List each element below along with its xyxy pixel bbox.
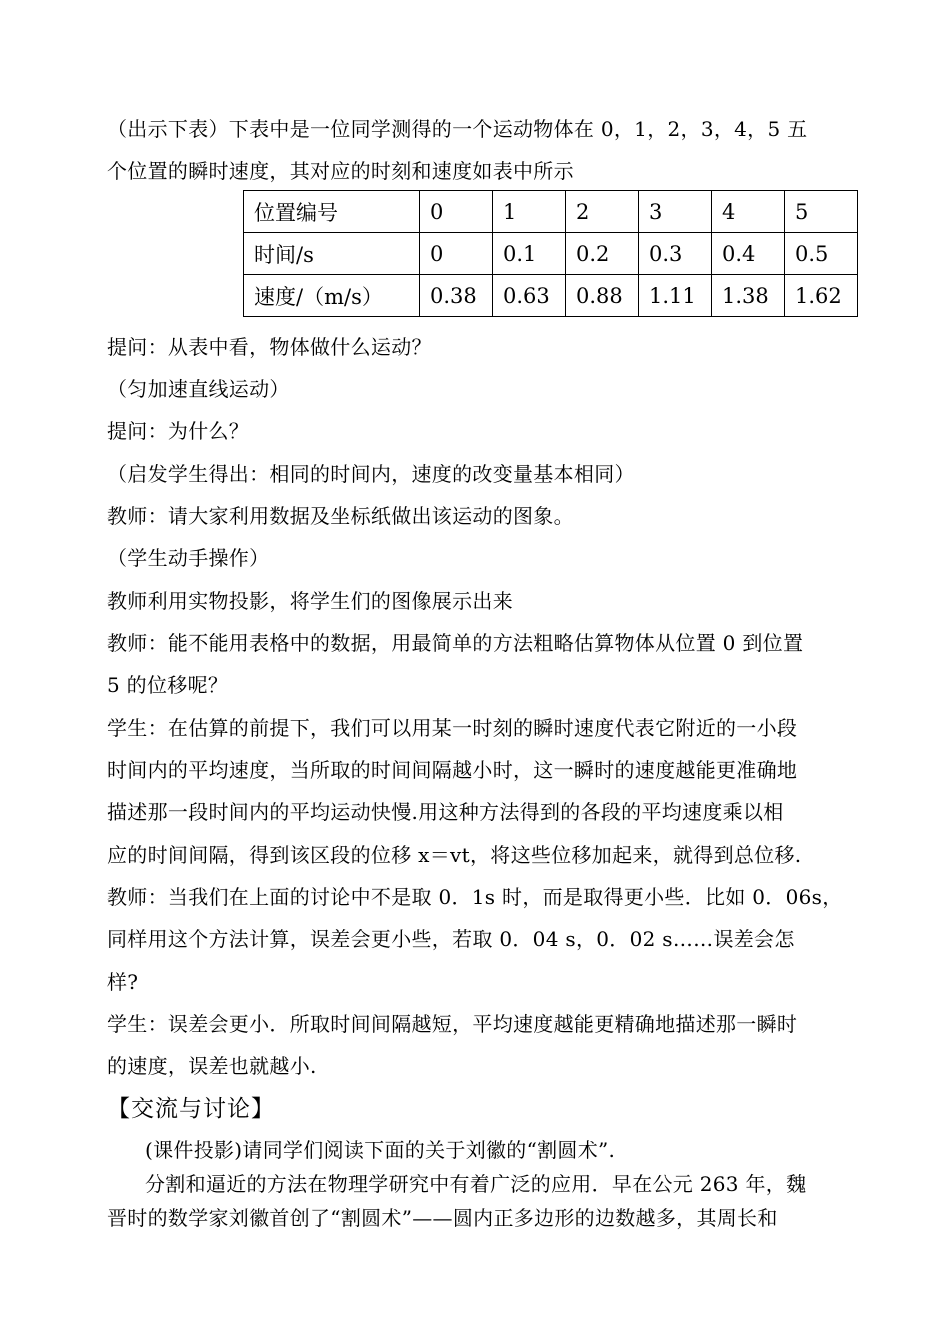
intro-line-1: （出示下表）下表中是一位同学测得的一个运动物体在 0，1，2，3，4，5 五 bbox=[107, 117, 808, 141]
row-label: 时间/s bbox=[244, 233, 420, 275]
section-heading: 【交流与讨论】 bbox=[107, 1096, 275, 1122]
body-line: 学生：在估算的前提下，我们可以用某一时刻的瞬时速度代表它附近的一小段 bbox=[107, 716, 798, 740]
row-label: 位置编号 bbox=[244, 191, 420, 233]
table-cell: 4 bbox=[712, 191, 785, 233]
body-line: 应的时间间隔，得到该区段的位移 x＝vt，将这些位移加起来，就得到总位移. bbox=[107, 843, 802, 867]
body-line: 时间内的平均速度，当所取的时间间隔越小时，这一瞬时的速度越能更准确地 bbox=[107, 758, 798, 782]
intro-line-2: 个位置的瞬时速度，其对应的时刻和速度如表中所示 bbox=[107, 159, 574, 183]
body-line: 教师：请大家利用数据及坐标纸做出该运动的图象。 bbox=[107, 504, 574, 528]
table-cell: 1.62 bbox=[785, 275, 858, 317]
body-line: 样? bbox=[107, 970, 139, 994]
table-cell: 0.63 bbox=[493, 275, 566, 317]
velocity-table bbox=[243, 190, 858, 317]
body-line: （启发学生得出：相同的时间内，速度的改变量基本相同） bbox=[107, 462, 635, 486]
discussion-line: 晋时的数学家刘徽首创了“割圆术”——圆内正多边形的边数越多，其周长和 bbox=[107, 1206, 778, 1230]
table-cell: 0.2 bbox=[566, 233, 639, 275]
table-cell: 0.38 bbox=[420, 275, 493, 317]
table-cell: 0.1 bbox=[493, 233, 566, 275]
table-cell: 1.11 bbox=[639, 275, 712, 317]
body-line: 的速度，误差也就越小. bbox=[107, 1054, 317, 1078]
body-line: 教师：当我们在上面的讨论中不是取 0．1s 时，而是取得更小些．比如 0．06s， bbox=[107, 885, 843, 909]
body-line: 5 的位移呢？ bbox=[107, 673, 229, 697]
table-row bbox=[244, 233, 858, 275]
body-line: 教师：能不能用表格中的数据，用最简单的方法粗略估算物体从位置 0 到位置 bbox=[107, 631, 804, 655]
body-line: 提问：从表中看，物体做什么运动？ bbox=[107, 335, 432, 359]
row-label: 速度/（m/s） bbox=[244, 275, 420, 317]
table-cell: 0.5 bbox=[785, 233, 858, 275]
table-cell: 1 bbox=[493, 191, 566, 233]
body-line: 学生：误差会更小．所取时间间隔越短，平均速度越能更精确地描述那一瞬时 bbox=[107, 1012, 798, 1036]
body-line: 同样用这个方法计算，误差会更小些，若取 0．04 s，0．02 s……误差会怎 bbox=[107, 927, 795, 951]
discussion-line: (课件投影)请同学们阅读下面的关于刘徽的“割圆术”. bbox=[145, 1138, 616, 1162]
body-line: 教师利用实物投影，将学生们的图像展示出来 bbox=[107, 589, 513, 613]
table-cell: 0.3 bbox=[639, 233, 712, 275]
table-cell: 5 bbox=[785, 191, 858, 233]
table-cell: 0.4 bbox=[712, 233, 785, 275]
body-line: 描述那一段时间内的平均运动快慢.用这种方法得到的各段的平均速度乘以相 bbox=[107, 800, 784, 824]
body-line: （匀加速直线运动） bbox=[107, 377, 290, 401]
table-cell: 2 bbox=[566, 191, 639, 233]
table-row bbox=[244, 275, 858, 317]
discussion-line: 分割和逼近的方法在物理学研究中有着广泛的应用．早在公元 263 年，魏 bbox=[145, 1172, 807, 1196]
table-cell: 0.88 bbox=[566, 275, 639, 317]
table-cell: 3 bbox=[639, 191, 712, 233]
body-line: （学生动手操作） bbox=[107, 546, 270, 570]
table-cell: 1.38 bbox=[712, 275, 785, 317]
body-line: 提问：为什么？ bbox=[107, 419, 250, 443]
table-cell: 0 bbox=[420, 233, 493, 275]
table-row bbox=[244, 191, 858, 233]
table-cell: 0 bbox=[420, 191, 493, 233]
